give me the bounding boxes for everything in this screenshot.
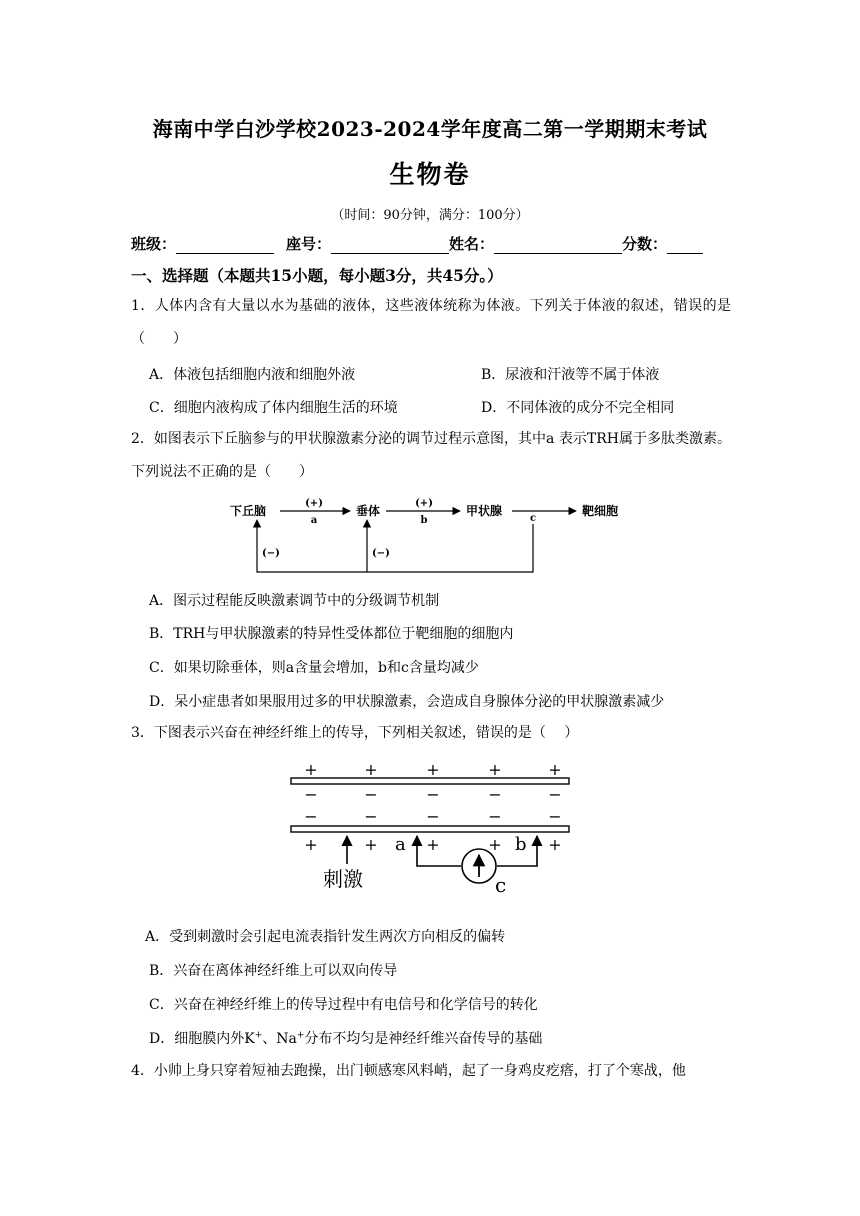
charge-top-inner: −	[364, 785, 378, 804]
charge-top-inner: −	[488, 785, 502, 804]
question-2-option-b: B．TRH与甲状腺激素的特异性受体都位于靶细胞的细胞内	[149, 626, 514, 642]
charge-top-inner: −	[304, 785, 318, 804]
letter-b: b	[420, 515, 428, 526]
question-3-option-a: A．受到刺激时会引起电流表指针发生两次方向相反的偏转	[145, 929, 506, 945]
sign-plus-b: (+)	[415, 498, 433, 509]
section-title: 一、选择题（本题共15小题，每小题3分，共45分。）	[131, 266, 503, 285]
question-2-option-c: C．如果切除垂体，则a含量会增加，b和c含量均减少	[149, 660, 479, 676]
question-1-option-c: C．细胞内液构成了体内细胞生活的环境	[149, 400, 398, 416]
question-4-stem: 4．小帅上身只穿着短袖去跑操，出门顿感寒风料峭，起了一身鸡皮疙瘩，打了个寒战，他	[131, 1063, 686, 1079]
charge-bottom-inner: −	[488, 807, 502, 826]
letter-c: c	[529, 513, 537, 524]
exam-time-score: （时间：90分钟，满分：100分）	[331, 208, 529, 223]
question-3-option-d	[149, 1028, 542, 1048]
question-3-option-c: C．兴奋在神经纤维上的传导过程中有电信号和化学信号的转化	[149, 997, 538, 1013]
charge-top-inner: −	[548, 785, 562, 804]
score-blank[interactable]	[667, 237, 703, 254]
seat-blank[interactable]	[331, 237, 449, 254]
charge-top-outer: +	[364, 760, 378, 779]
class-blank[interactable]	[176, 237, 274, 254]
charge-bottom-outer: +	[304, 835, 318, 854]
charge-bottom-outer: +	[364, 835, 378, 854]
charge-top-inner: −	[426, 785, 440, 804]
membrane-bottom	[291, 826, 569, 832]
seat-label: 座号：	[286, 235, 332, 253]
name-blank[interactable]	[494, 237, 622, 254]
student-info-row	[131, 233, 731, 254]
question-3-stem: 3．下图表示兴奋在神经纤维上的传导，下列相关叙述，错误的是（ ）	[131, 725, 579, 741]
charge-bottom-inner: −	[304, 807, 318, 826]
charge-bottom-inner: −	[426, 807, 440, 826]
nerve-fiber-diagram	[285, 756, 585, 896]
question-3-option-b: B．兴奋在离体神经纤维上可以双向传导	[149, 963, 398, 979]
meter-label: c	[495, 873, 507, 896]
score-label: 分数：	[622, 235, 668, 253]
sign-minus-pituitary: (−)	[372, 548, 390, 559]
option-d-text-3: 分布不均匀是神经纤维兴奋传导的基础	[304, 1031, 543, 1047]
question-2-option-d: D．呆小症患者如果服用过多的甲状腺激素，会造成自身腺体分泌的甲状腺激素减少	[149, 694, 665, 710]
stimulus-label: 刺激	[323, 867, 363, 891]
feedback-loop-hypothalamus	[257, 520, 533, 572]
charge-top-outer: +	[548, 760, 562, 779]
charge-top-outer: +	[488, 760, 502, 779]
question-1-option-d: D．不同体液的成分不完全相同	[481, 400, 675, 416]
question-2-stem: 2．如图表示下丘脑参与的甲状腺激素分泌的调节过程示意图，其中a 表示TRH属于多肽类激素。下列说法不正确的是（ ）	[131, 431, 731, 480]
option-d-sup-1: +	[254, 1030, 263, 1041]
node-target-cell: 靶细胞	[582, 504, 619, 518]
hormone-regulation-diagram	[220, 494, 640, 580]
charge-bottom-outer: +	[548, 835, 562, 854]
question-2-option-a: A．图示过程能反映激素调节中的分级调节机制	[149, 593, 440, 609]
charge-bottom-outer: +	[426, 835, 440, 854]
name-label: 姓名：	[449, 235, 495, 253]
node-thyroid: 甲状腺	[466, 504, 503, 518]
charge-bottom-inner: −	[364, 807, 378, 826]
question-1-option-a: A．体液包括细胞内液和细胞外液	[149, 367, 356, 383]
point-a-label: a	[395, 834, 406, 855]
sign-minus-hypothalamus: (−)	[262, 548, 280, 559]
class-label: 班级：	[131, 235, 177, 253]
node-hypothalamus: 下丘脑	[230, 504, 267, 518]
question-1-stem: 1．人体内含有大量以水为基础的液体，这些液体统称为体液。下列关于体液的叙述，错误的是（ ）	[131, 298, 731, 347]
charge-top-outer: +	[426, 760, 440, 779]
charge-bottom-outer: +	[488, 835, 502, 854]
exam-title: 海南中学白沙学校2023-2024学年度高二第一学期期末考试	[152, 117, 708, 141]
node-pituitary: 垂体	[356, 504, 381, 518]
option-d-sup-2: +	[296, 1030, 305, 1041]
point-b-label: b	[515, 834, 527, 855]
question-1-option-b: B．尿液和汗液等不属于体液	[481, 367, 660, 383]
letter-a: a	[310, 515, 318, 526]
option-d-text-2: 、Na	[262, 1031, 297, 1047]
option-d-text-1: D．细胞膜内外K	[149, 1031, 255, 1047]
charge-bottom-inner: −	[548, 807, 562, 826]
charge-top-outer: +	[304, 760, 318, 779]
exam-subject: 生物卷	[389, 160, 471, 189]
sign-plus-a: (+)	[305, 498, 323, 509]
